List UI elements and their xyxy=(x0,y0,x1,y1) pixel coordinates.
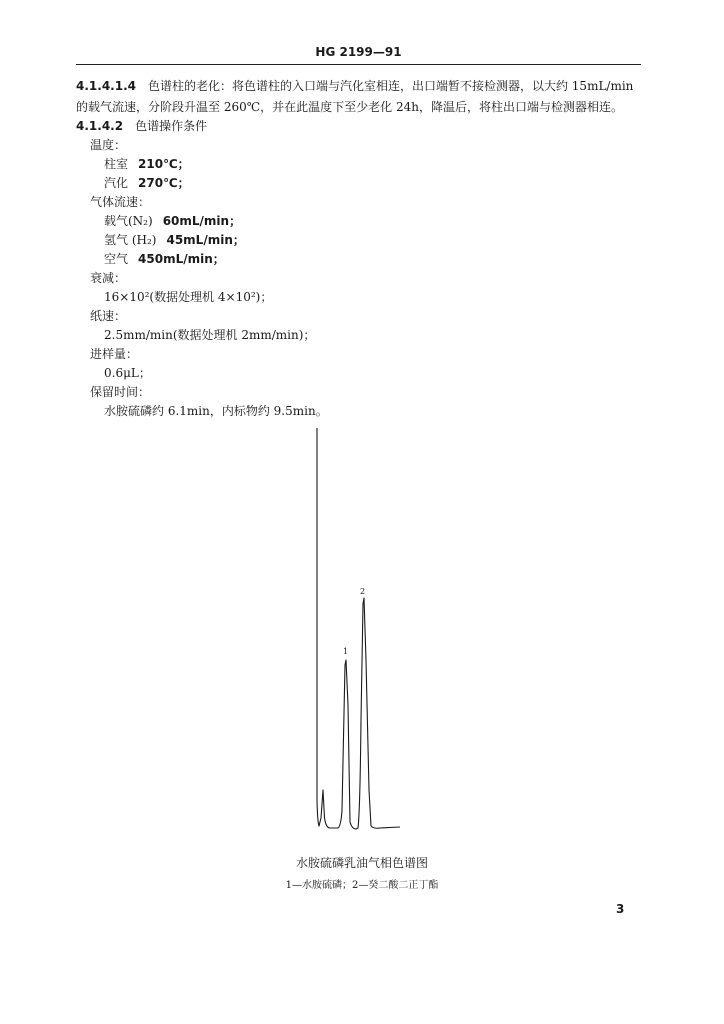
injection-volume-label: 进样量： xyxy=(90,347,139,361)
vaporizer-label: 汽化 xyxy=(104,176,129,190)
injection-volume-value: 0.6μL； xyxy=(104,366,151,380)
figure-legend: 1—水胺硫磷；2—癸二酸二正丁酯 xyxy=(285,880,439,891)
figure-caption: 水胺硫磷乳油气相色谱图 xyxy=(295,856,428,870)
vaporizer-value: 270℃； xyxy=(138,176,190,190)
peak-2-label: 2 xyxy=(360,587,366,596)
section-number: 4.1.4.2 xyxy=(76,119,124,133)
air-label: 空气 xyxy=(104,252,129,266)
attenuation-value: 16×10²(数据处理机 4×10²)； xyxy=(104,290,273,304)
section-title: 色谱操作条件 xyxy=(135,119,208,133)
paper-speed-label: 纸速： xyxy=(90,309,127,323)
column-label: 柱室 xyxy=(104,157,129,171)
attenuation-label: 衰减： xyxy=(90,271,127,285)
standard-code-header: HG 2199—91 xyxy=(76,42,641,65)
paper-speed-value: 2.5mm/min(数据处理机 2mm/min)； xyxy=(104,328,316,342)
temperature-label: 温度： xyxy=(90,138,127,152)
air-value: 450mL/min； xyxy=(138,252,225,266)
hydrogen-value: 45mL/min； xyxy=(166,233,245,247)
column-value: 210℃； xyxy=(138,157,190,171)
hydrogen-label: 氢气 (H₂) xyxy=(104,233,157,247)
paragraph-number: 4.1.4.1.4 xyxy=(76,79,136,93)
page-number: 3 xyxy=(616,902,625,916)
retention-time-label: 保留时间： xyxy=(90,385,151,399)
peak-1-label: 1 xyxy=(343,647,349,656)
chromatogram-trace xyxy=(317,428,400,829)
carrier-label: 载气(N₂) xyxy=(104,214,153,228)
gas-flow-label: 气体流速： xyxy=(90,195,151,209)
carrier-value: 60mL/min； xyxy=(162,214,242,228)
paragraph-text: 色谱柱的老化：将色谱柱的入口端与汽化室相连，出口端暂不接检测器，以大约 15mL/min 的载气流速，分阶段升温至 260℃，并在此温度下至少老化 24h，降温后，将柱出口端与检测器相连。 xyxy=(76,79,634,114)
retention-time-value: 水胺硫磷约 6.1min，内标物约 9.5min。 xyxy=(104,404,328,418)
